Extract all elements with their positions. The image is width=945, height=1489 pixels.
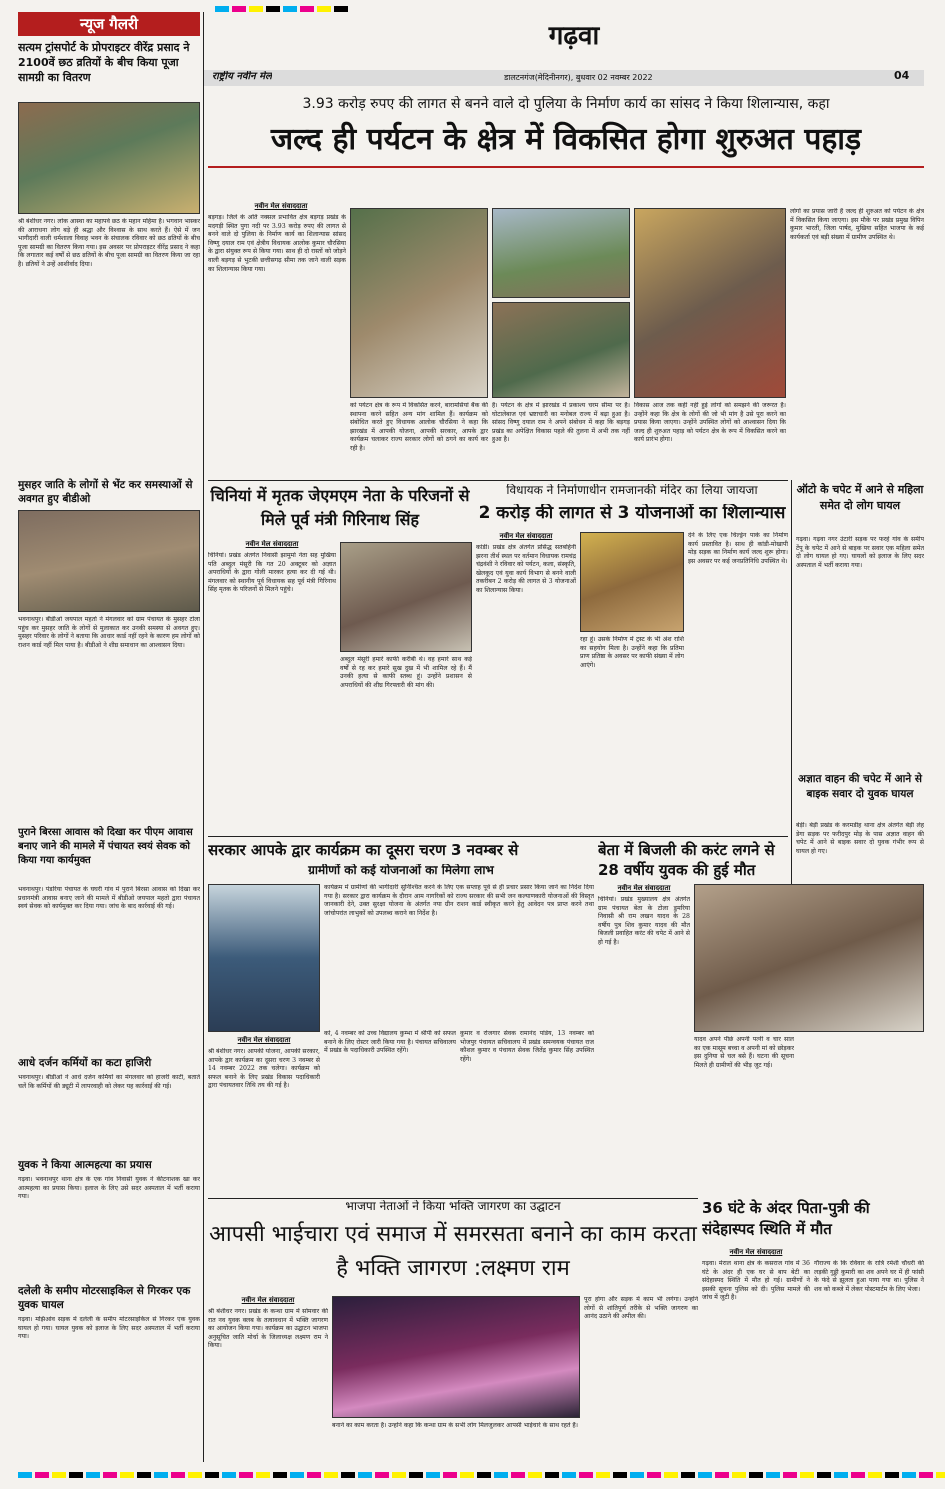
gallery-title: न्यूज गैलरी	[18, 12, 200, 36]
bhakti-col2: बनाने का काम करता है। उन्होंने कहा कि कन्था ग्राम के सभी लोग मिलजुलकर आपसी भाईचारे के साथ रहते हैं।	[332, 1422, 579, 1429]
ram-headline: 2 करोड़ की लागत से 3 योजनाओं का शिलान्यास	[478, 504, 786, 523]
bhakti-col1: श्री बंशीधर नगर। प्रखंड के कन्था ग्राम में सोमवार की रात नव युवक क्लब के तत्वावधान में भक्ति जागरण का आयोजन किया गया। कार्यक्रम का उद्घाटन भाजपा अनुसूचित जाति मोर्चा के जिलाध्यक्ष लक्ष्मण राम ने किया।	[208, 1308, 328, 1350]
sarkar-byline: नवीन मेल संवाददाता	[237, 1036, 291, 1044]
story-bhakti	[208, 1200, 698, 1468]
ram-byline: नवीन मेल संवाददाता	[499, 532, 553, 540]
sidebar-story6-body: गढ़वा। मझिआंव सड़क में दलेली के समीप मोटरसाइकिल से गिरकर एक युवक घायल हो गया। घायल युवक को इलाज के लिए सदर अस्पताल में भर्ती कराया गया।	[18, 1316, 200, 1341]
unknown-headline: अज्ञात वाहन की चपेट में आने से बाइक सवार दो युवक घायल	[798, 773, 922, 800]
36-headline: 36 घंटे के अंदर पिता-पुत्री की संदेहास्पद स्थिति में मौत	[702, 1199, 870, 1238]
sarkar-headline: सरकार आपके द्वार कार्यक्रम का दूसरा चरण 3 नवम्बर से	[208, 841, 519, 859]
sarkar-intro: कार्यक्रम में ग्रामीणों की भागीदारी सुनिश्चित करने के लिए एक सप्ताह पूर्व से ही प्रचार प्रसार किया जाने का निर्देश दिया गया है। सरकार द्वारा कार्यक्रम के दौरान आम नागरिकों को राज्य सरकार की सभी जन कल्याणकारी योजनाओं की विस्तृत जानकारी देने, उक्त सुरक्षा योजना के अंतर्गत नया ग्रीन राशन कार्ड स्वीकृत करने हेतु आवेदन पत्र प्राप्त करने तथा जांचोपरांत लाभुकों को उपलब्ध कराने का निर्देश है।	[324, 884, 594, 917]
bhakti-kicker: भाजपा नेताओं ने किया भक्ति जागरण का उद्घाटन	[345, 1200, 561, 1213]
beta-col2: यादव अपने पीछे अपनी पत्नी व चार साल का एक मासूम बच्चा व अपनी मां को छोड़कर इस दुनिया से चल बसे हैं। घटना की सूचना मिलते ही ग्रामीणों की भीड़ जुट गई।	[694, 1036, 794, 1069]
lead-col5: लोगों का प्रयास जारी है जल्द ही शुरुअत को पर्यटन के क्षेत्र में विकसित किया जाएगा। इस मौके पर प्रखंड प्रमुख विपिन कुमार भारती, जिला पार्षद, मुखिया सहित भाजपा के कई कार्यकर्ता एवं बड़ी संख्या में ग्रामीण उपस्थित थे।	[790, 208, 924, 241]
ram-photo	[580, 532, 684, 632]
36-byline: नवीन मेल संवाददाता	[729, 1248, 783, 1256]
sidebar-story1-headline: सत्यम ट्रांसपोर्ट के प्रोपराइटर वीरेंद्र प्रसाद ने 2100वें छठ व्रतियों के बीच किया पूजा सामग्री का वितरण	[18, 41, 190, 84]
lead-col2: को पर्यटन क्षेत्र के रूप में विकसित करने, बारामसियां बैंक की स्थापना करने सहित अन्य मांग शामिल हैं। कार्यक्रम को संबोधित करते हुए विधायक आलोक चौरसिया ने कहा कि झारखंड में आपकी योजना, आपकी सरकार, आपके द्वार कार्यक्रम चलाकर राज्य सरकार लोगों को ठगने का कार्य कर रही है।	[350, 402, 488, 452]
section-title: गढ़वा	[548, 22, 600, 51]
masthead	[204, 22, 924, 86]
lead-col3: है। पर्यटन के क्षेत्र में झारखंड में प्रकाश्य चरम सीमा पर है। घोटालेबाज एवं भ्रष्टाचारी का मनोबल राज्य में बढ़ा हुआ है। सांसद विष्णु दयाल राम ने अपने संबोधन में कहा कि बड़गड़ प्रखंड का अपेक्षित विकास पहले की तुलना में अभी तक नहीं हुआ है।	[492, 402, 630, 444]
sidebar-story3-body: भवनाथपुर। पंडरिया पंचायत के घघरी गांव में पुराने बिरसा आवास को दिखा कर प्रधानमंत्री आवास बनाए जाने की मामले में बीडीओ जयपाल महतो द्वारा पंचायत स्वयं सेवक को कार्यमुक्त कर दिया गया। जांच के बाद कार्रवाई की गई।	[18, 886, 200, 911]
sidebar-divider	[203, 12, 204, 1462]
bhakti-col3: पूरा होगा और सड़क में काम भी लगेगा। उन्होंने लोगों से शांतिपूर्ण तरीके से भक्ति जागरण का आनंद उठाने की अपील की।	[584, 1296, 698, 1321]
dateline: डालटनगंज(मेदिनीनगर), बुधवार 02 नवम्बर 2022	[504, 73, 653, 82]
beta-col1: चिनियां। प्रखंड मुख्यालय क्षेत्र अंतर्गत ग्राम पंचायत बेता के टोला डुमरिया निवासी श्री राम लखन यादव के 28 वर्षीय पुत्र शिव कुमार यादव की मौत बिजली प्रवाहित करंट की चपेट में आने से हो गई है।	[598, 896, 690, 946]
bhakti-byline: नवीन मेल संवाददाता	[241, 1296, 295, 1304]
lead-photo-1	[350, 208, 488, 398]
registration-bar-top	[215, 6, 348, 12]
sidebar-story3-headline: पुराने बिरसा आवास को दिखा कर पीएम आवास बनाए जाने की मामले में पंचायत स्वयं सेवक को किया गया कार्यमुक्त	[18, 827, 193, 866]
sidebar-story1-photo	[18, 102, 200, 214]
lead-photo-2	[492, 208, 630, 298]
sarkar-col3: कुमार व रोजगार सेवक रामानंद पांडेय, 13 नवम्बर को भोजपुर पंचायत सचिवालय में प्रखंड समन्वयक पंचायत राज कौशल कुमार व पंचायत सेवक जितेंद्र कुमार सिंह उपस्थित रहेंगे।	[460, 1030, 594, 1063]
bhakti-headline: आपसी भाईचारा एवं समाज में समरसता बनाने का काम करता है भक्ति जागरण :लक्ष्मण राम	[209, 1222, 697, 1281]
36-col1: गढ़वा। मेराल थाना क्षेत्र के कसराज गांव में 36 घंटे के अंदर ही एक घर से बाप बेटी का संदेहास्पद स्थिति में मौत हो गई। ग्रामीणों ने इसकी सूचना पुलिस को दी। पुलिस मामले की जांच में जुटी है।	[702, 1260, 810, 1302]
ram-kicker: विधायक ने निर्माणाधीन रामजानकी मंदिर का लिया जायजा	[506, 484, 758, 497]
sidebar	[18, 12, 200, 1462]
ram-col1: कांडी। प्रखंड क्षेत्र अंतर्गत प्रसिद्ध सतबहिनी झरना तीर्थ स्थल पर वर्तमान विधायक रामचंद्र चंद्रवंशी ने रविवार को पर्यटन, कला, संस्कृति, खेलकूद एवं युवा कार्य विभाग से बनने वाली तकरीबन 2 करोड़ की लागत से 3 योजनाओं का शिलान्यास किया।	[476, 544, 576, 594]
36-col2: गौराज्य के कि रविवार के रात्रि रमेशी चौधरी की लड़की गुड्डी कुमारी का शव अपने घर में ही फांसी के फंदे से झूलता हुआ पाया गया था। पुलिस ने शव को कब्जे में लेकर पोस्टमार्टम के लिए भेजा।	[814, 1260, 924, 1293]
sarkar-col2: को, 4 नवम्बर को उच्च विद्यालय कुम्भा में श्रीपी को सफल बनाने के लिए रोस्टर जारी किया गया है। पंचायत सचिवालय में प्रखंड के पदाधिकारी उपस्थित रहेंगे।	[324, 1030, 456, 1055]
ram-col2: रहा हूं। उसके निर्माण में ट्रस्ट के भी अंश राशि का सहयोग मिला है। उन्होंने कहा कि प्रतिमा प्राण प्रतिष्ठा के अवसर पर काफी संख्या में लोग आएंगे।	[580, 636, 684, 669]
story-giri	[208, 484, 472, 834]
ram-col3: देने के लिए एक चिल्ड्रेन पार्क का निर्माण कार्य प्रस्तावित है। साथ ही कांडी-मोखापी मोड़ सड़क का निर्माण कार्य जल्द शुरू होगा। इस अवसर पर कई जनप्रतिनिधि उपस्थित थे।	[688, 532, 788, 565]
auto-body: गढ़वा। गढ़वा नगर उंटारी सड़क पर फरहे गांव के समीप टेंपू के चपेट में आने से बाइक पर सवार एक महिला समेत दो लोग घायल हो गए। घायलों को इलाज के लिए सदर अस्पताल में भर्ती कराया गया।	[796, 536, 924, 569]
beta-byline: नवीन मेल संवाददाता	[617, 884, 671, 892]
lead-kicker: 3.93 करोड़ रुपए की लागत से बनने वाले दो पुलिया के निर्माण कार्य का सांसद ने किया शिलान्यास, कहा	[302, 96, 830, 112]
lead-rule	[208, 166, 924, 168]
lead-col4: विकास आज तक कहीं नहीं हुई लोगों को समझने की जरूरत है। उन्होंने कहा कि क्षेत्र के लोगों की जो भी मांग है उसे पूरा करने का प्रयास किया जाएगा। उन्होंने उपस्थित लोगों को आश्वासन दिया कि जल्द ही शुरुअत पहाड़ को पर्यटन क्षेत्र के रूप में विकसित करने का कार्य प्रारंभ होगा।	[634, 402, 786, 444]
auto-headline: ऑटो के चपेट में आने से महिला समेत दो लोग घायल	[796, 483, 924, 512]
beta-photo	[694, 884, 924, 1032]
lead-bottom-rule	[208, 480, 788, 481]
giri-byline: नवीन मेल संवाददाता	[245, 540, 299, 548]
sidebar-story5-headline: युवक ने किया आत्महत्या का प्रयास	[18, 1159, 152, 1171]
paper-name: राष्ट्रीय नवीन मेल	[212, 71, 272, 82]
sarkar-subhead: ग्रामीणों को कई योजनाओं का मिलेगा लाभ	[308, 864, 494, 877]
unknown-body: बेड़ी। बेड़ी प्रखंड के करमडीह थाना क्षेत्र अंतर्गत बेड़ी लेह डेगा सड़क पर फरीदपुर मोड़ के पास अज्ञात वाहन की चपेट में आने से बाइक सवार दो युवक गंभीर रूप से घायल हो गए।	[796, 822, 924, 855]
sidebar-story2-body: भवनाथपुर। बीडीओ जयपाल महतो ने मंगलवार को ग्राम पंचायत के मुसहर टोला पहुंच कर मुसहर जाति के लोगों से मुलाकात कर उनकी समस्या से अवगत हुए। मुसहर परिवार के लोगों ने बताया कि आधार कार्ड नहीं रहने के कारण हम लोगों को राशन कार्ड नहीं मिल पाया है। बीडीओ ने शीघ्र समाधान का आश्वासन दिया।	[18, 616, 200, 649]
story-36	[702, 1198, 924, 1466]
sidebar-story5-body: गढ़वा। भवनाथपुर थाना क्षेत्र के एक गांव निवासी युवक ने कीटनाशक खा कर आत्महत्या का प्रयास किया। इलाज के लिए उसे सदर अस्पताल में भर्ती कराया गया।	[18, 1176, 200, 1201]
lead-story	[208, 96, 924, 478]
sarkar-col1: श्री बंशीधर नगर। आपकी योजना, आपकी सरकार, आपके द्वार कार्यक्रम का दूसरा चरण 3 नवम्बर से 14 नवम्बर 2022 तक चलेगा। कार्यक्रम को सफल बनाने के लिए प्रखंड विकास पदाधिकारी द्वारा पंचायतवार तिथि तय की गई है।	[208, 1048, 320, 1090]
giri-photo	[340, 542, 472, 652]
page-number: 04	[894, 70, 910, 82]
sarkar-photo	[208, 884, 320, 1032]
giri-col2: अब्दुल मंसूरी हमारे काफी करीबी थे। वह हमारे साथ कई वर्षों से रह कर हमारे सुख दुख में भी शामिल रहे हैं। मैं उनकी हत्या से काफी स्तब्ध हूं। उन्होंने प्रशासन से अपराधियों की शीघ्र गिरफ्तारी की मांग की।	[340, 656, 472, 689]
lead-photo-4	[634, 208, 786, 398]
giri-headline: चिनियां में मृतक जेएमएम नेता के परिजनों से मिले पूर्व मंत्री गिरिनाथ सिंह	[210, 486, 470, 529]
registration-bar-bottom	[18, 1472, 945, 1478]
bhakti-top-rule	[208, 1198, 698, 1199]
sidebar-story4-body: भवनाथपुर। बीडीओ ने आधे दर्जन कर्मियों का मंगलवार को हाजरी काटी, बताते चलें कि कर्मियों की ड्यूटी में लापरवाही को लेकर यह कार्रवाई की गई।	[18, 1074, 200, 1090]
sidebar-story1-body: श्री बंशीधर नगर। लोक आस्था का महापर्व छठ के महान महिमा है। भगवान भास्कर की आराधना लोग बड़े ही श्रद्धा और विश्वास के साथ करते हैं। ऐसे में जन भागीदारी वाली धर्मशाला विवाह भवन के संचालक रविवार को छठ व्रतियों के बीच पूजा सामग्री का वितरण किया गया। इस अवसर पर प्रोपराइटर वीरेंद्र प्रसाद ने कहा कि लगातार कई वर्षों से छठ व्रतियों के बीच पूजा सामग्री का वितरण किया जा रहा है। व्रतियों ने उन्हें आशीर्वाद दिया।	[18, 218, 200, 268]
lead-headline: जल्द ही पर्यटन के क्षेत्र में विकसित होगा शुरुअत पहाड़	[270, 122, 862, 157]
giri-col1: चिनियां। प्रखंड अंतर्गत निवासी झामुमो नेता सह मुखिया पति अब्दुल मंसूरी कि गत 20 अक्टूबर को अज्ञात अपराधियों के द्वारा गोली मारकर हत्या कर दी गई थी। मंगलवार को स्थानीय पूर्व विधायक सह पूर्व मंत्री गिरिनाथ सिंह मृतक के परिजनों से मिलने पहुंचे।	[208, 552, 336, 594]
beta-headline: बेता में बिजली की करंट लगने से 28 वर्षीय युवक की हुई मौत	[598, 841, 775, 879]
sidebar-story2-photo	[18, 510, 200, 612]
story-ram	[476, 484, 788, 834]
sidebar-story6-headline: दलेली के समीप मोटरसाइकिल से गिरकर एक युवक घायल	[18, 1285, 191, 1311]
lead-photo-3	[492, 302, 630, 398]
lead-col1: बड़गड़। जिले के अति नक्सल प्रभावित क्षेत्र बड़गड़ प्रखंड के मदगड़ी स्थित पुगा नदी पर 3.93 करोड़ रुपए की लागत से बनने वाले दो पुलिया के निर्माण कार्य का शिलान्यास सांसद विष्णु दयाल राम एवं क्षेत्रीय विधायक आलोक कुमार चौरसिया के द्वारा संयुक्त रूप से किया गया। साथ ही दो रास्तों को जोड़ने वाली बड़गड़ से भुटकी छत्तीसगढ़ सीमा तक जाने वाली सड़क का शिलान्यास किया गया।	[208, 214, 346, 273]
story-sarkar	[208, 840, 594, 1196]
sidebar-story4-headline: आधे दर्जन कर्मियों का कटा हाजिरी	[18, 1057, 152, 1069]
sidebar-story2-headline: मुसहर जाति के लोगों से भेंट कर समस्याओं से अवगत हुए बीडीओ	[18, 479, 193, 505]
lead-byline: नवीन मेल संवाददाता	[254, 202, 308, 210]
sarkar-top-rule	[208, 836, 788, 837]
bhakti-photo	[332, 1296, 580, 1418]
